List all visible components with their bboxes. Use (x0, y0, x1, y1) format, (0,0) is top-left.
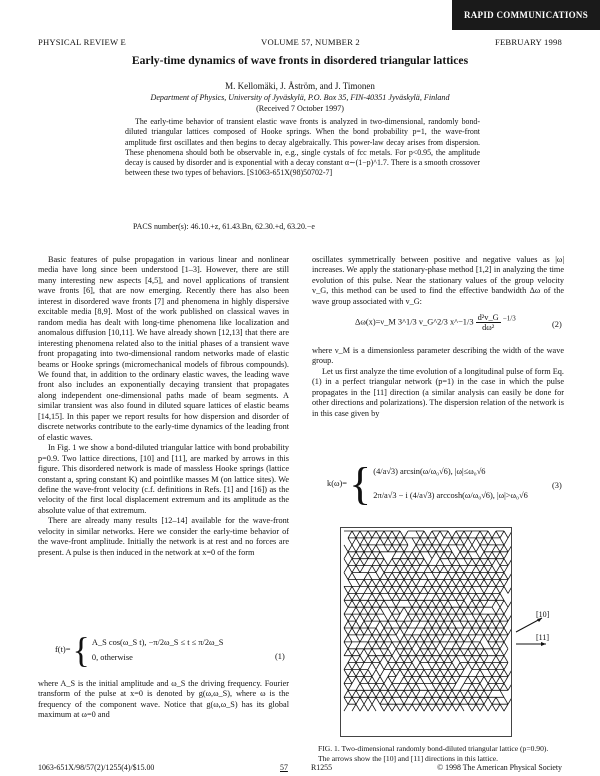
footer-code: 1063-651X/98/57(2)/1255(4)/$15.00 (38, 763, 155, 772)
lattice-figure (340, 527, 512, 737)
volume-number: VOLUME 57, NUMBER 2 (261, 37, 360, 47)
label-10: [10] (536, 610, 550, 619)
brace-icon: { (72, 630, 90, 670)
triangular-lattice-image (341, 528, 511, 736)
abstract: The early-time behavior of transient elastic wave fronts is analyzed in two-dimensional, randomly bond-diluted triangular lattices composed of Hooke springs. When the bond probability p=1, the wave-front amplitude first oscillates and then begins to decay algebraically. This power-law decay arises from dispersion. These phenomena should both be observable in, e.g., single cystals of fcc metals. For p<0.95, the amplitude decay is caused by disorder and is exponential with a decay constant α∼(1−p)^1.7. There is a smooth crossover between these two types of behaviors. [S1063-651X(98)50702-7] (125, 117, 480, 178)
equation-1-number: (1) (275, 652, 285, 661)
equation-2-number: (2) (552, 320, 562, 329)
rapid-communications-banner: RAPID COMMUNICATIONS (452, 0, 600, 30)
pacs-numbers: PACS number(s): 46.10.+z, 61.43.Bn, 62.30.+d, 63.20.−e (133, 222, 315, 231)
paragraph: where A_S is the initial amplitude and ω_S the driving frequency. Fourier transform of the pulse at x=0 is denoted by g(ω,ω_S), where ω is the frequency of the component wave. Notice that g(ω,ω_S) has its global maximum at ω=0 and (38, 679, 289, 720)
eq2-numerator: d²v_G (477, 313, 499, 322)
author-list: M. Kellomäki, J. Åström, and J. Timonen (225, 81, 375, 91)
equation-3-number: (3) (552, 481, 562, 490)
arrowhead-icon (541, 642, 546, 646)
paragraph: In Fig. 1 we show a bond-diluted triangular lattice with bond probability p=0.9. Two lattice directions, [10] and [11], are marked by arrows in this figure. This disordered network is made of massless Hooke springs (lattice constant a, spring constant K) and pointlike masses M (on lattice sites). We define the wave-front velocity (c.f. definitions in Refs. [1] and [16]) as the velocity of the first local displacement extremum and its amplitude as the absolute value of that extremum. (38, 443, 289, 515)
equation-3 (327, 460, 528, 508)
eq2-fraction (476, 313, 501, 332)
paragraph: Let us first analyze the time evolution of a longitudinal pulse of form Eq. (1) in a perfect triangular network (p=1) in the case in which the pulse propagates in the [11] direction (a similar analysis can easily be done for other directions and polarizations). The dispersion relation of the network is in this case given by (312, 366, 564, 418)
paragraph: oscillates symmetrically between positive and negative values as |ω| increases. We apply the stationary-phase method [1,2] in analyzing the time evolution of this pulse. Near the stationary values of the group velocity v_G, this method can be used to find the effective bandwidth Δω of the wave group associated with v_G: (312, 255, 564, 306)
eq2-lhs: Δω(x)=ν_M 3^1/3 v_G^2/3 x^−1/3 (355, 317, 474, 327)
lattice-bonds (344, 531, 511, 711)
eq3-case2: 2π/a√3 − i (4/a√3) arccosh(ω/ω₀√6), |ω|>ω₀√6 (373, 491, 528, 500)
running-head (38, 37, 562, 47)
journal-name: PHYSICAL REVIEW E (38, 37, 126, 47)
footer-copyright: © 1998 The American Physical Society (437, 763, 562, 772)
left-column (38, 255, 289, 558)
eq2-denominator: dω² (482, 323, 495, 332)
equation-2 (355, 313, 516, 332)
paragraph: There are already many results [12–14] available for the wave-front velocity in similar networks. Here we consider the early-time behavior of the wave-front amplitude. Initially the network is at rest and no forces are present. A pulse is then induced in the network at x=0 of the form (38, 516, 289, 557)
label-11: [11] (536, 633, 550, 642)
paragraph: where ν_M is a dimensionless parameter describing the width of the wave group. (312, 346, 564, 366)
eq1-lhs: f(t)= (55, 644, 71, 654)
brace-icon: { (349, 458, 372, 509)
eq1-case2: 0, otherwise (91, 653, 133, 662)
eq3-case1: (4/a√3) arcsin(ω/ω₀√6), |ω|≤ω₀√6 (373, 467, 486, 476)
footer-volume: 57 (280, 763, 288, 772)
eq1-case1: A_S cos(ω_S t), −π/2ω_S ≤ t ≤ π/2ω_S (91, 638, 224, 647)
issue-date: FEBRUARY 1998 (495, 37, 562, 47)
right-column-middle (312, 346, 564, 419)
received-date: (Received 7 October 1997) (256, 104, 344, 113)
equation-1 (55, 632, 223, 668)
footer-page: R1255 (311, 763, 333, 772)
left-column-continued (38, 679, 289, 721)
figure-caption: FIG. 1. Two-dimensional randomly bond-diluted triangular lattice (p=0.90). The arrows show the [10] and [11] directions in this lattice. (318, 744, 549, 763)
paper-title: Early-time dynamics of wave fronts in disordered triangular lattices (131, 54, 469, 67)
right-column-top (312, 255, 564, 307)
eq2-exponent: −1/3 (502, 314, 516, 323)
eq3-lhs: k(ω)= (327, 478, 348, 488)
paragraph: Basic features of pulse propagation in various linear and nonlinear media have long since been understood [1–3]. However, there are still many interesting new aspects [4,5], and novel applications of transient wave fronts [6], that are now emerging. Recently there has also been interest in disordered wave fronts [7] and phenomena in highly dispersive excitable media [8,9]. Most of the work published on classical waves in random media has dealt with long-time phenomena like localization and anomalous diffusion [10,11]. We have already shown [12,13] that there are interesting phenomena related also to the initial phases of a transient wave front propagating into two-dimensional random networks made of elastic beams or Hooke springs (micromechanical models of fibrous compounds). We found that, in addition to the ordinary elastic waves, the leading wave front also includes an exponentially decaying transient that propagates along independent one-dimensional paths made of beam segments. A similar transient was also found in diluted square lattices of elastic beams [14,15]. In this paper we report results for how dispersion and disorder of discrete networks contribute to the early-time dynamics of the leading front of elastic waves. (38, 255, 289, 442)
affiliation: Department of Physics, University of Jyväskylä, P.O. Box 35, FIN-40351 Jyväskylä, Finland (150, 93, 450, 102)
